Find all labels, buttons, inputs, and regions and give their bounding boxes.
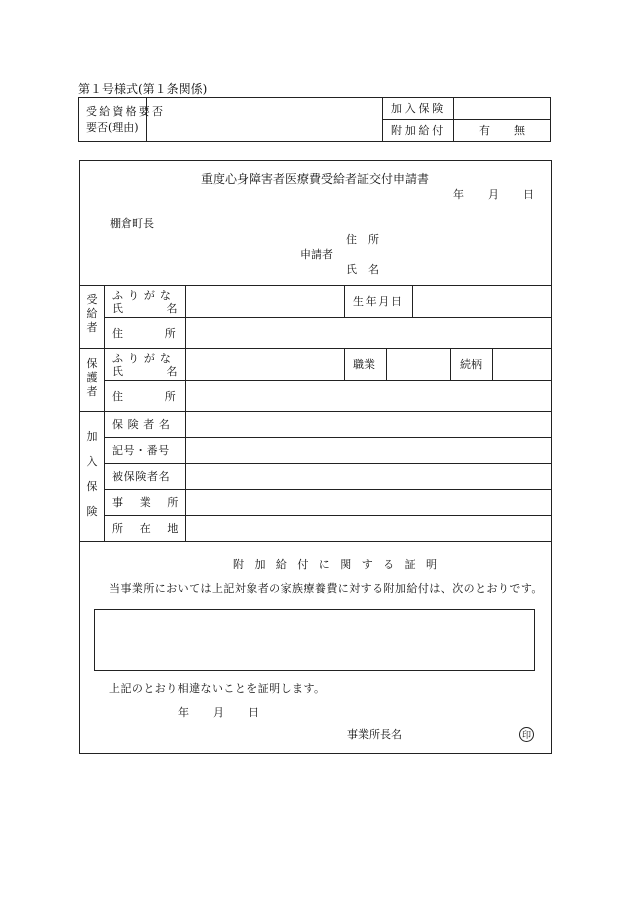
- addressee: 棚倉町長: [110, 217, 154, 230]
- option-yes[interactable]: 有: [479, 124, 490, 137]
- insurance-group-label: 加 入 保 険: [86, 430, 98, 518]
- insurer-name-label: 保険者名: [112, 418, 175, 431]
- insured-name-label: 被保険者名: [112, 470, 171, 483]
- certificate-statement: 当事業所においては上記対象者の家族療養費に対する附加給付は、次のとおりです。: [109, 582, 543, 595]
- applicant-name-label: 氏 名: [346, 263, 379, 276]
- guardian-name-label: 氏 名: [112, 365, 185, 378]
- symbol-number-label: 記号・番号: [112, 444, 170, 457]
- recipient-birthdate-label: 生年月日: [353, 295, 404, 308]
- header-date-day: 日: [523, 188, 534, 201]
- recipient-furigana-label: ふりがな: [112, 289, 176, 302]
- director-name-label: 事業所長名: [347, 728, 402, 741]
- form-label: 第１号様式(第１条関係): [78, 82, 208, 96]
- applicant-name-field[interactable]: [388, 260, 543, 276]
- office-label: 事 業 所: [112, 496, 185, 509]
- guardian-group-label: 保 護 者: [86, 357, 98, 398]
- guardian-furigana-label: ふりがな: [112, 352, 176, 365]
- recipient-birthdate-field[interactable]: [414, 287, 550, 316]
- office-field[interactable]: [187, 491, 550, 514]
- location-label: 所 在 地: [112, 522, 185, 535]
- recipient-address-label: 住 所: [112, 327, 183, 340]
- insurance-field[interactable]: [455, 99, 549, 118]
- location-field[interactable]: [187, 517, 550, 540]
- guardian-occupation-label: 職業: [353, 358, 375, 371]
- certificate-date-month: 月: [213, 706, 224, 719]
- guardian-relationship-label: 続柄: [460, 358, 482, 371]
- eligibility-field[interactable]: [148, 99, 380, 140]
- certificate-title: 附加給付に関する証明: [233, 558, 448, 571]
- guardian-address-label: 住 所: [112, 390, 183, 403]
- eligibility-label: 受給資格要否: [86, 105, 166, 118]
- applicant-address-label: 住 所: [346, 233, 379, 246]
- form-title: 重度心身障害者医療費受給者証交付申請書: [201, 172, 430, 186]
- certificate-date-year: 年: [178, 706, 189, 719]
- recipient-group-label: 受 給 者: [86, 293, 98, 334]
- seal-mark: 印: [519, 727, 534, 742]
- insurance-label: 加入保険: [391, 102, 446, 115]
- benefit-details-box[interactable]: [94, 609, 535, 671]
- guardian-address-field[interactable]: [187, 382, 550, 410]
- additional-benefit-label: 附加給付: [391, 124, 446, 137]
- recipient-address-field[interactable]: [187, 319, 550, 347]
- header-date-month: 月: [488, 188, 499, 201]
- applicant-address-field[interactable]: [388, 230, 543, 246]
- certificate-date-day: 日: [248, 706, 259, 719]
- applicant-label: 申請者: [300, 248, 333, 261]
- recipient-name-label: 氏 名: [112, 302, 185, 315]
- insured-name-field[interactable]: [187, 465, 550, 488]
- director-name-field[interactable]: [410, 725, 515, 741]
- guardian-relationship-field[interactable]: [494, 350, 550, 379]
- option-no[interactable]: 無: [514, 124, 525, 137]
- eligibility-reason-label: 要否(理由): [86, 121, 139, 134]
- symbol-number-field[interactable]: [187, 439, 550, 462]
- insurer-name-field[interactable]: [187, 413, 550, 436]
- certificate-confirmation: 上記のとおり相違ないことを証明します。: [109, 682, 326, 695]
- header-date-year: 年: [453, 188, 464, 201]
- guardian-name-field[interactable]: [187, 350, 343, 379]
- guardian-occupation-field[interactable]: [388, 350, 449, 379]
- recipient-name-field[interactable]: [187, 287, 343, 316]
